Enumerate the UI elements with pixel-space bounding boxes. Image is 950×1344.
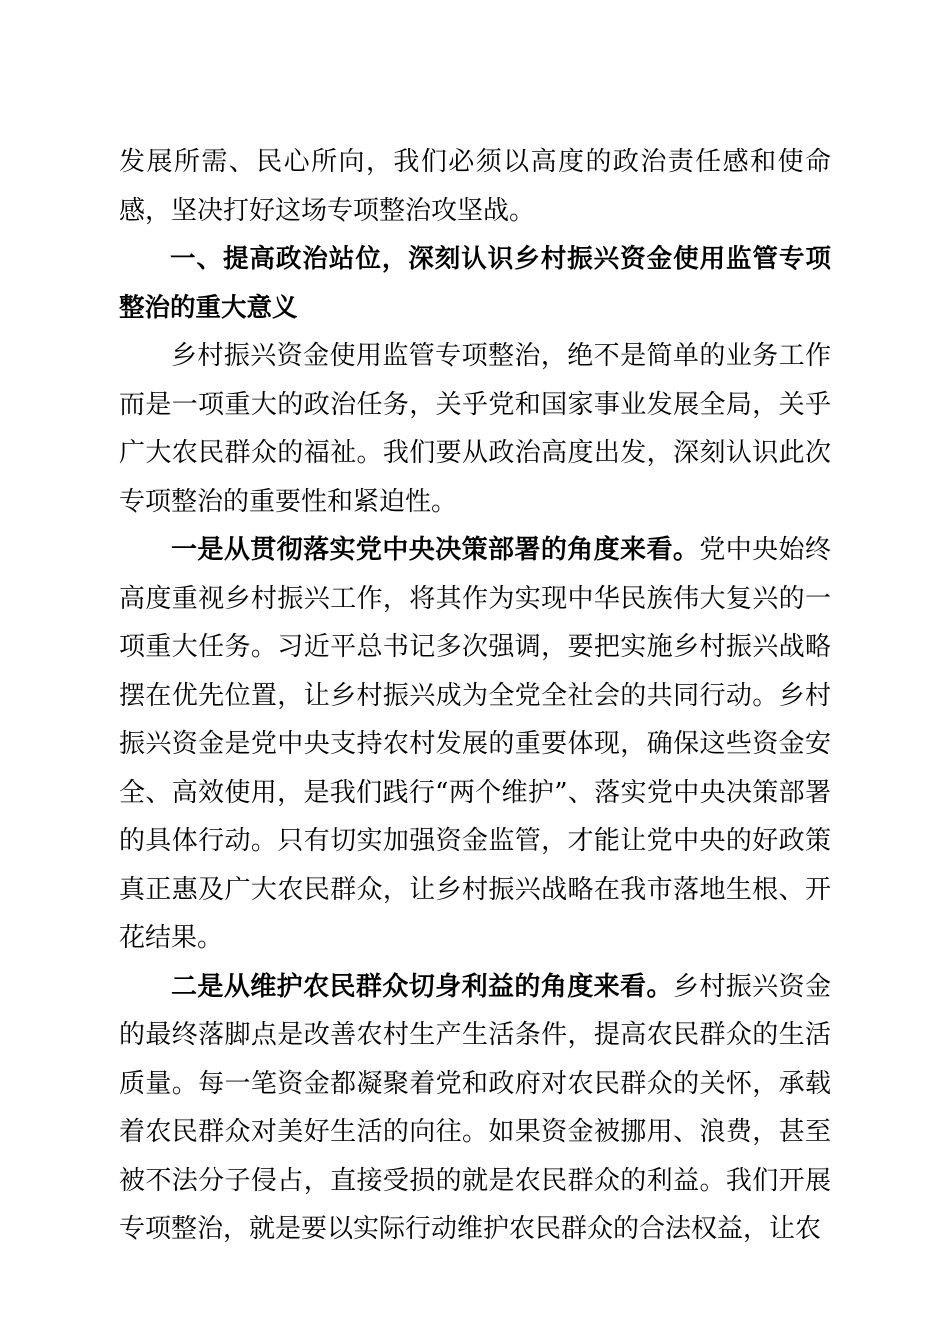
paragraph-text: 乡村振兴资金的最终落脚点是改善农村生产生活条件，提高农民群众的生活质量。每一笔资金都凝聚着党和政府对农民群众的关怀，承载着农民群众对美好生活的向往。如果资金被挪用、浪费，甚至被不法分子侵占，直接受损的就是农民群众的利益。我们开展专项整治，就是要以实际行动维护农民群众的合法权益，让农	[119, 971, 831, 1244]
paragraph-point-one	[119, 526, 831, 963]
paragraph-text: 乡村振兴资金使用监管专项整治，绝不是简单的业务工作而是一项重大的政治任务，关乎党和国家事业发展全局，关乎广大农民群众的福祉。我们要从政治高度出发，深刻认识此次专项整治的重要性和紧迫性。	[119, 341, 831, 517]
paragraph-text: 党中央始终高度重视乡村振兴工作，将其作为实现中华民族伟大复兴的一项重大任务。习近平总书记多次强调，要把实施乡村振兴战略摆在优先位置，让乡村振兴成为全党全社会的共同行动。乡村振兴资金是党中央支持农村发展的重要体现，确保这些资金安全、高效使用，是我们践行“两个维护”、落实党中央决策部署的具体行动。只有切实加强资金监管，才能让党中央的好政策真正惠及广大农民群众，让乡村振兴战略在我市落地生根、开花结果。	[119, 535, 831, 953]
section-heading	[119, 235, 831, 332]
paragraph-intro	[119, 332, 831, 526]
paragraph-point-two	[119, 963, 831, 1254]
document-body	[119, 138, 831, 1254]
paragraph-continuation	[119, 138, 831, 235]
paragraph-lead-sentence: 二是从维护农民群众切身利益的角度来看。	[171, 971, 673, 1002]
paragraph-lead-sentence: 一是从贯彻落实党中央决策部署的角度来看。	[171, 535, 700, 565]
paragraph-text: 发展所需、民心所向，我们必须以高度的政治责任感和使命感，坚决打好这场专项整治攻坚战。	[119, 147, 831, 226]
section-heading-text: 一、提高政治站位，深刻认识乡村振兴资金使用监管专项整治的重大意义	[119, 244, 831, 323]
